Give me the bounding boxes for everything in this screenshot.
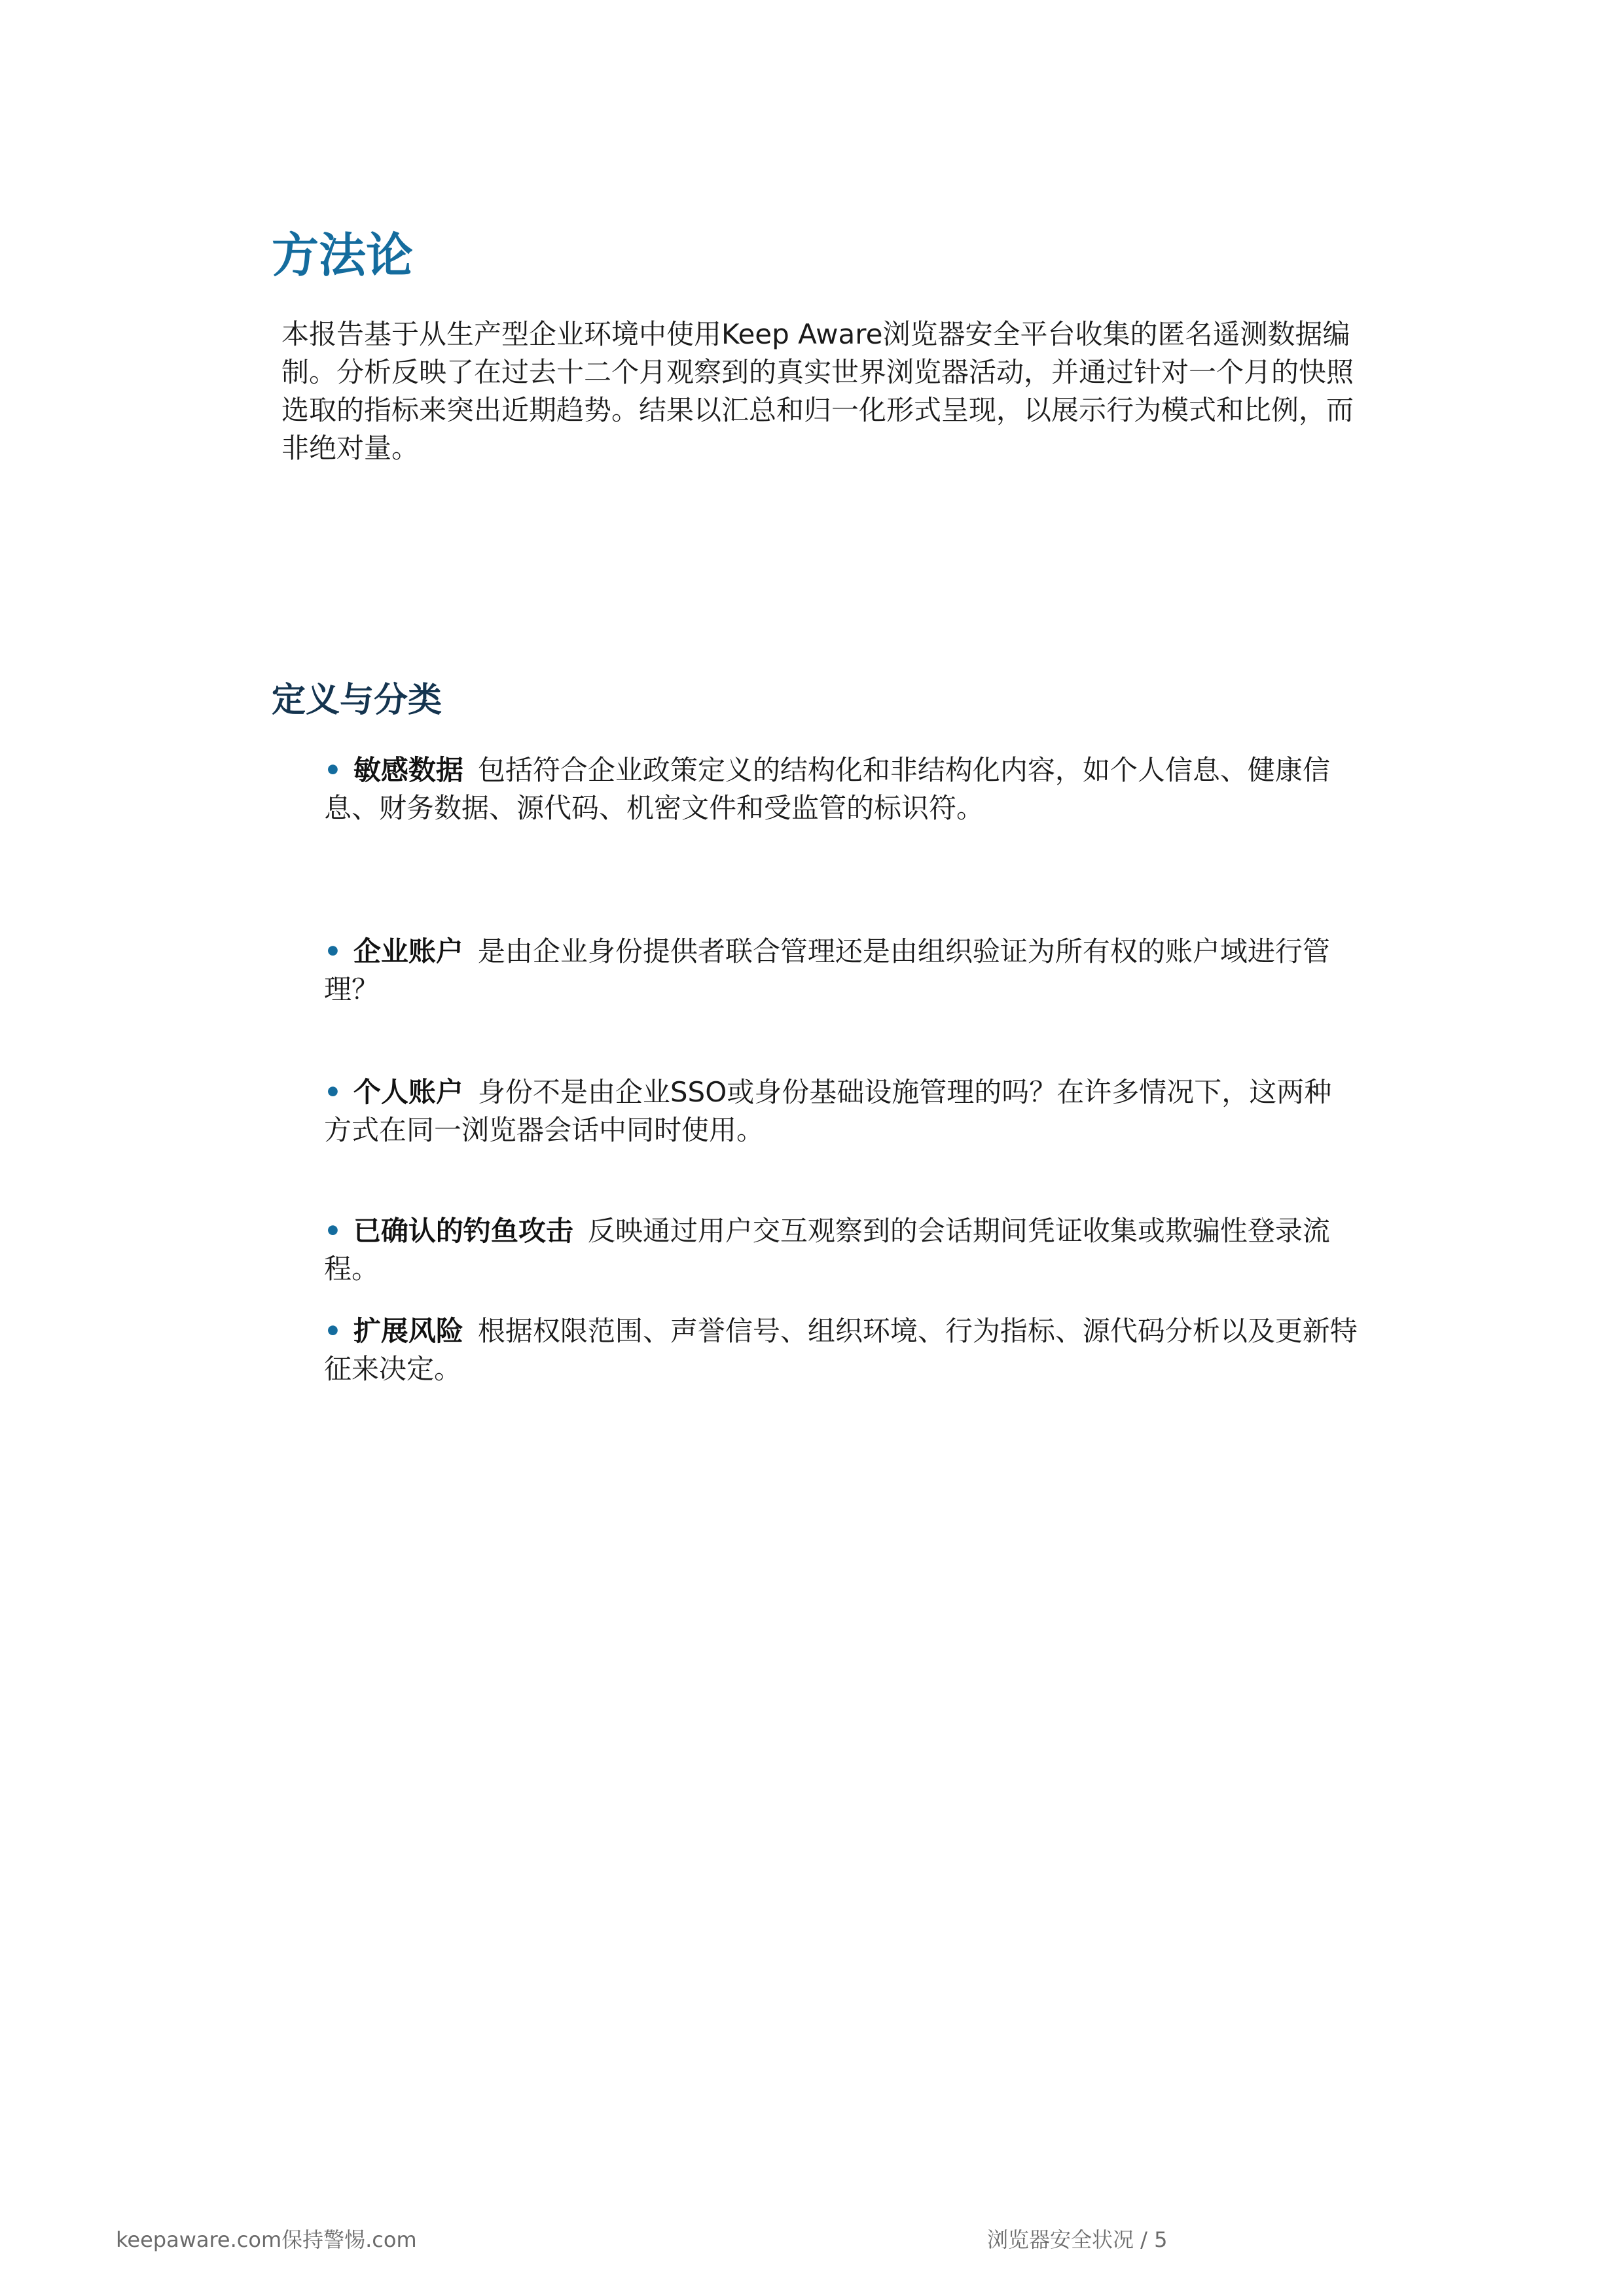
definition-text: 是由企业身份提供者联合管理还是由组织验证为所有权的账户域进行管理？ [324,935,1330,1005]
bullet-icon: • [324,935,342,967]
footer-site: keepaware.com保持警惕.com [116,2227,417,2252]
definition-term: 企业账户 [353,935,463,967]
definition-item-confirmed-phishing [324,1212,1358,1288]
definition-term: 扩展风险 [353,1315,463,1347]
definition-item-enterprise-account [324,933,1358,1009]
methodology-paragraph: 本报告基于从生产型企业环境中使用Keep Aware浏览器安全平台收集的匿名遥测数据编制。分析反映了在过去十二个月观察到的真实世界浏览器活动，并通过针对一个月的快照选取的指标来突出近期趋势。结果以汇总和归一化形式呈现，以展示行为模式和比例，而非绝对量。 [281,318,1354,464]
page-title: 方法论 [272,228,414,283]
definition-text: 包括符合企业政策定义的结构化和非结构化内容，如个人信息、健康信息、财务数据、源代码、机密文件和受监管的标识符。 [324,754,1330,824]
definition-item-extension-risk [324,1312,1358,1388]
definitions-section-title: 定义与分类 [272,681,442,720]
definition-item-sensitive-data [324,751,1358,827]
definition-term: 个人账户 [353,1076,463,1108]
definition-text: 身份不是由企业SSO或身份基础设施管理的吗？在许多情况下，这两种方式在同一浏览器会话中同时使用。 [324,1076,1332,1146]
definition-text: 反映通过用户交互观察到的会话期间凭证收集或欺骗性登录流程。 [324,1215,1330,1285]
bullet-icon: • [324,1076,342,1108]
definition-text: 根据权限范围、声誉信号、组织环境、行为指标、源代码分析以及更新特征来决定。 [324,1315,1358,1385]
definition-term: 已确认的钓鱼攻击 [353,1215,573,1247]
definition-item-personal-account [324,1073,1358,1149]
bullet-icon: • [324,1315,342,1347]
bullet-icon: • [324,754,342,786]
footer-page-label: 浏览器安全状况 / 5 [987,2227,1168,2252]
definition-term: 敏感数据 [353,754,463,786]
bullet-icon: • [324,1215,342,1247]
